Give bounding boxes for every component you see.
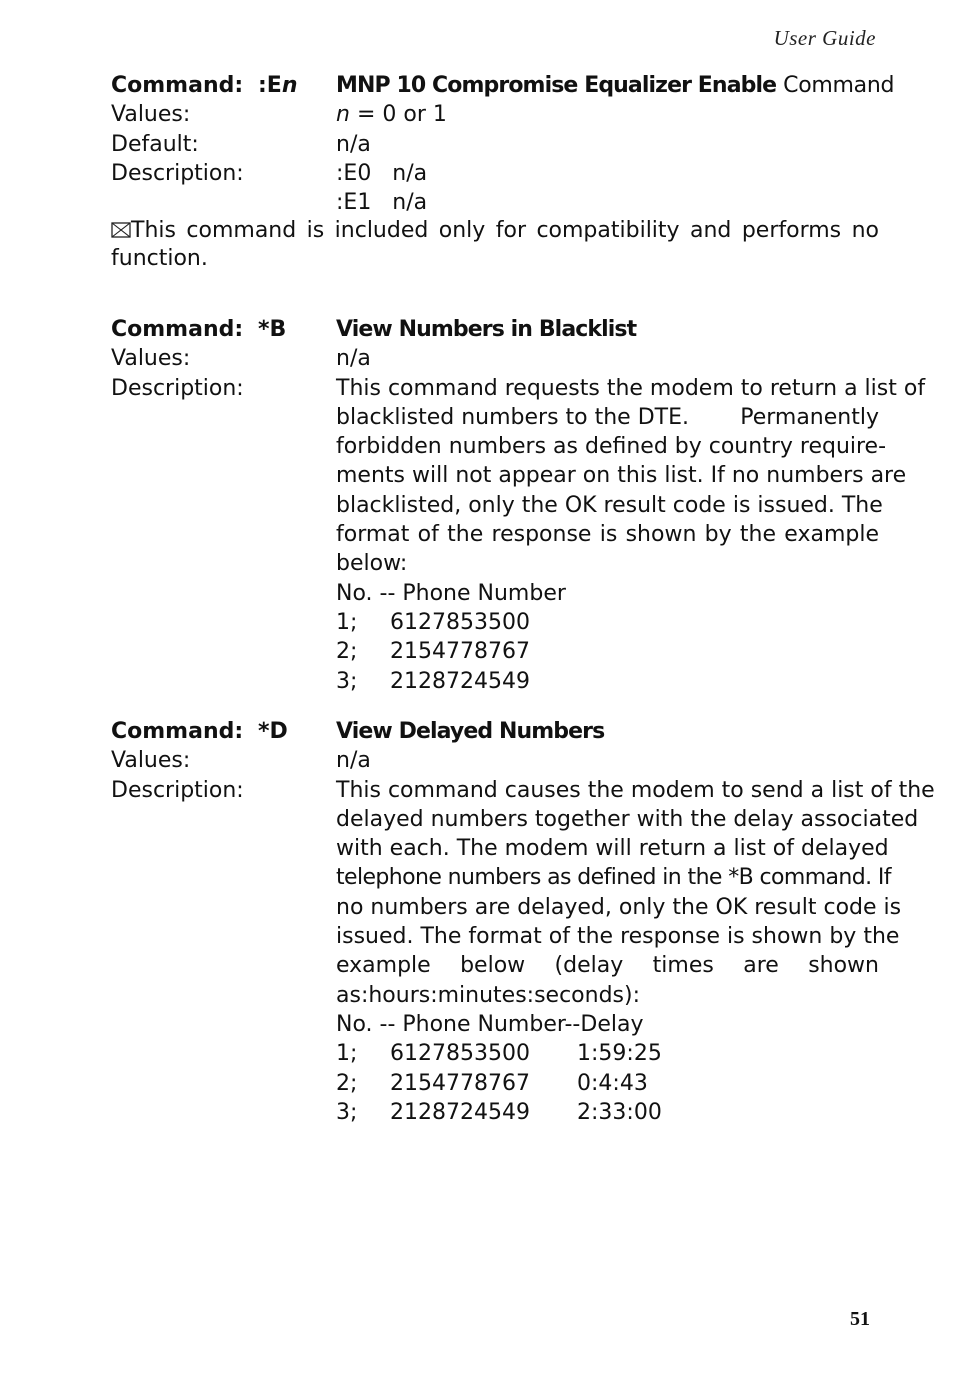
option-value: n/a	[392, 160, 428, 186]
table-row	[336, 637, 879, 666]
values-row	[111, 100, 879, 129]
phone-number: 6127853500	[390, 1041, 530, 1067]
default-row	[111, 130, 879, 159]
description-label: Description:	[111, 777, 244, 803]
command-code: *D	[258, 719, 288, 744]
table-row	[336, 667, 879, 696]
table-row	[336, 1039, 879, 1068]
command-title: View Delayed Numbers	[336, 719, 605, 744]
description-line: blacklisted numbers to the DTE.	[336, 404, 689, 430]
command-section-en	[111, 71, 895, 272]
table-row	[336, 1069, 879, 1098]
description-text	[336, 776, 935, 1128]
values-row	[111, 746, 879, 775]
option-value: n/a	[392, 190, 428, 216]
delay-time: 0:4:43	[577, 1070, 648, 1096]
command-label: Command:	[111, 719, 244, 744]
description-label: Description:	[111, 375, 244, 401]
values-label: Values:	[111, 346, 191, 372]
description-line: This command requests the modem to return a list of	[336, 375, 926, 401]
table-header: No. -- Phone Number	[336, 580, 566, 606]
description-line-split	[336, 403, 879, 432]
command-title: MNP 10 Compromise Equalizer Enable	[336, 73, 777, 98]
command-title-suffix: Command	[783, 73, 895, 98]
description-line: forbidden numbers as defined by country require-	[336, 434, 887, 460]
description-line: telephone numbers as defined in the *B command. If	[336, 865, 891, 891]
description-line: delayed numbers together with the delay associated	[336, 806, 919, 832]
command-heading	[111, 315, 879, 344]
description-block	[111, 374, 926, 696]
command-heading	[111, 71, 895, 100]
command-heading	[111, 717, 879, 746]
table-row	[336, 608, 879, 637]
description-line: Permanently	[740, 404, 879, 430]
description-label: Description:	[111, 160, 244, 186]
phone-number: 2154778767	[390, 1070, 530, 1096]
default-label: Default:	[111, 131, 199, 157]
values-value: n/a	[336, 748, 371, 774]
values-label: Values:	[111, 748, 191, 774]
description-row	[111, 159, 879, 188]
table-header: No. -- Phone Number--Delay	[336, 1011, 644, 1037]
phone-number: 2128724549	[390, 668, 530, 694]
default-value: n/a	[336, 131, 371, 157]
values-label: Values:	[111, 102, 191, 128]
delay-time: 1:59:25	[577, 1041, 662, 1067]
command-section-d	[111, 717, 935, 1127]
option-key: :E0	[336, 160, 372, 186]
note-text: This command is included only for compatibility and performs no function.	[111, 218, 879, 271]
command-code-text: :E	[258, 73, 282, 98]
command-section-b	[111, 315, 926, 696]
command-code-variable: n	[281, 73, 298, 98]
description-line: issued. The format of the response is shown by the	[336, 924, 900, 950]
description-line: ments will not appear on this list. If no numbers are	[336, 463, 907, 489]
command-title: View Numbers in Blacklist	[336, 317, 637, 342]
values-text: = 0 or 1	[349, 102, 447, 128]
command-code	[258, 71, 298, 100]
note	[111, 217, 879, 272]
row-number: 3;	[336, 668, 358, 694]
row-number: 1;	[336, 1041, 358, 1067]
values-variable: n	[336, 102, 350, 128]
description-line: no numbers are delayed, only the OK result code is	[336, 894, 902, 920]
envelope-icon	[111, 222, 131, 238]
values-value: n/a	[336, 346, 371, 372]
values-value	[336, 100, 879, 129]
option-key: :E1	[336, 190, 372, 216]
row-number: 2;	[336, 639, 358, 665]
command-label: Command:	[111, 73, 244, 98]
option-row-2	[111, 188, 879, 217]
phone-number: 6127853500	[390, 609, 530, 635]
command-label: Command:	[111, 317, 244, 342]
description-line: format of the response is shown by the example	[336, 522, 879, 548]
row-number: 1;	[336, 609, 358, 635]
row-number: 3;	[336, 1099, 358, 1125]
description-line: blacklisted, only the OK result code is issued. The	[336, 492, 883, 518]
phone-number: 2154778767	[390, 639, 530, 665]
description-line: below:	[336, 551, 408, 577]
table-row	[336, 1098, 879, 1127]
description-line: with each. The modem will return a list of delayed	[336, 836, 889, 862]
values-row	[111, 344, 879, 373]
option-row	[336, 159, 879, 188]
page-number: 51	[850, 1308, 870, 1330]
phone-number: 2128724549	[390, 1099, 530, 1125]
delay-time: 2:33:00	[577, 1099, 662, 1125]
row-number: 2;	[336, 1070, 358, 1096]
description-line: example below (delay times are shown	[336, 953, 879, 979]
description-line: as:hours:minutes:seconds):	[336, 982, 641, 1008]
command-code: *B	[258, 317, 287, 342]
command-title-line	[336, 71, 895, 100]
description-line: This command causes the modem to send a list of the	[336, 777, 935, 803]
option-row	[336, 188, 879, 217]
running-header: User Guide	[773, 26, 876, 50]
description-block	[111, 776, 935, 1128]
description-text	[336, 374, 926, 696]
